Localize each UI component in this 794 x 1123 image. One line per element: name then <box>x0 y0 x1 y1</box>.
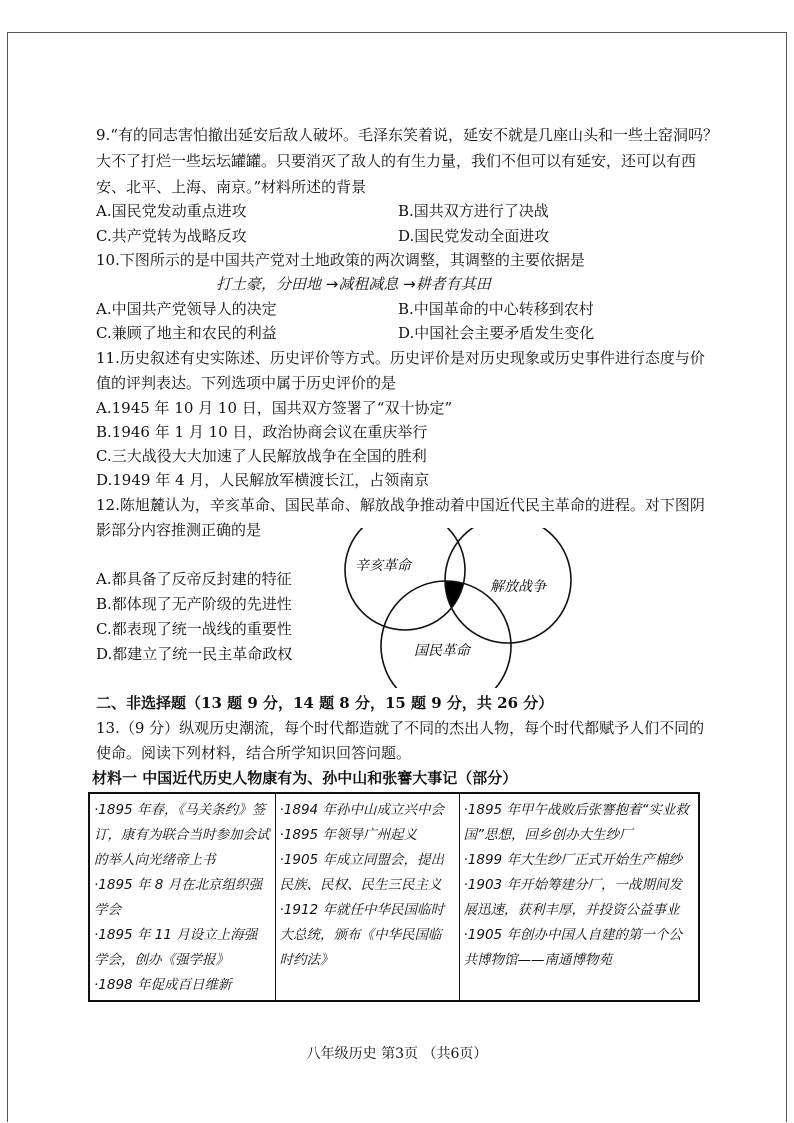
q12-option-c: C.都表现了统一战线的重要性 <box>96 620 292 638</box>
q10-option-a: A.中国共产党领导人的决定 <box>96 300 277 318</box>
q10-option-c: C.兼顾了地主和农民的利益 <box>96 324 277 342</box>
q12-stem-line1: 12.陈旭麓认为，辛亥革命、国民革命、解放战争推动着中国近代民主革命的进程。对下图阴 <box>96 496 705 514</box>
section2-heading: 二、非选择题（13 题 9 分，14 题 8 分，15 题 9 分，共 26 分） <box>96 694 554 712</box>
venn-label-guomin: 国民革命 <box>414 643 470 659</box>
q9-stem-line1: 9.“有的同志害怕撤出延安后敌人破坏。毛泽东笑着说，延安不就是几座山头和一些土窑洞吗？ <box>96 126 718 144</box>
list-item: ·1894 年孙中山成立兴中会 <box>279 802 444 818</box>
list-item: ·1895 年甲午战败后张謇抱着“实业救国”思想，回乡创办大生纱厂 <box>463 802 689 843</box>
events-table <box>88 792 700 1002</box>
q13-stem-line2: 使命。阅读下列材料，结合所学知识回答问题。 <box>96 744 412 762</box>
venn-label-xinhai: 辛亥革命 <box>355 558 411 574</box>
page-footer: 八年级历史 第3页 （共6页） <box>306 1046 488 1062</box>
list-item: ·1895 年 8 月在北京组织强学会 <box>94 877 263 918</box>
list-item: ·1905 年创办中国人自建的第一个公共博物馆——南通博物苑 <box>463 927 682 968</box>
q9-stem-line3: 安、北平、上海、南京。”材料所述的背景 <box>96 178 367 196</box>
q13-material-title: 材料一 中国近代历史人物康有为、孙中山和张謇大事记（部分） <box>92 769 518 787</box>
venn-label-jiefang: 解放战争 <box>490 579 546 595</box>
venn-circle-guomin <box>381 581 511 688</box>
list-item: ·1899 年大生纱厂正式开始生产棉纱 <box>463 852 682 868</box>
list-item: ·1905 年成立同盟会，提出民族、民权、民生三民主义 <box>279 852 444 893</box>
q10-option-b: B.中国革命的中心转移到农村 <box>398 300 594 318</box>
q11-option-c: C.三大战役大大加速了人民解放战争在全国的胜利 <box>96 447 427 465</box>
q11-option-b: B.1946 年 1 月 10 日，政治协商会议在重庆举行 <box>96 423 428 441</box>
list-item: ·1895 年 11 月设立上海强学会，创办《强学报》 <box>94 927 258 968</box>
q10-policy-flow: 打土豪，分田地 →减租减息 →耕者有其田 <box>216 275 491 293</box>
q9-option-c: C.共产党转为战略反攻 <box>96 227 247 245</box>
list-item: ·1898 年促成百日维新 <box>94 977 232 993</box>
q9-option-b: B.国共双方进行了决战 <box>398 202 549 220</box>
sun-yatsen-column <box>275 793 459 1001</box>
venn-diagram <box>340 528 590 688</box>
q12-option-a: A.都具备了反帝反封建的特征 <box>96 570 292 588</box>
q11-option-d: D.1949 年 4 月，人民解放军横渡长江，占领南京 <box>96 471 430 489</box>
q12-option-d: D.都建立了统一民主革命政权 <box>96 645 293 663</box>
q11-stem-line1: 11.历史叙述有史实陈述、历史评价等方式。历史评价是对历史现象或历史事件进行态度与价 <box>96 349 705 367</box>
q12-option-b: B.都体现了无产阶级的先进性 <box>96 595 292 613</box>
venn-shaded-intersection <box>381 581 511 688</box>
venn-circle-xinhai <box>345 528 465 630</box>
q12-stem-line2: 影部分内容推测正确的是 <box>96 521 262 539</box>
zhang-jian-column <box>459 793 699 1001</box>
q9-option-a: A.国民党发动重点进攻 <box>96 202 247 220</box>
list-item: ·1903 年开始筹建分厂，一战期间发展迅速，获利丰厚，并投资公益事业 <box>463 877 682 918</box>
q10-option-d: D.中国社会主要矛盾发生变化 <box>398 324 595 342</box>
q10-stem: 10.下图所示的是中国共产党对土地政策的两次调整，其调整的主要依据是 <box>96 251 585 269</box>
table-row <box>89 793 699 1001</box>
q11-stem-line2: 值的评判表达。下列选项中属于历史评价的是 <box>96 374 397 392</box>
q9-option-d: D.国民党发动全面进攻 <box>398 227 550 245</box>
list-item: ·1912 年就任中华民国临时大总统，颁布《中华民国临时约法》 <box>279 902 444 968</box>
kang-youwei-column <box>89 793 275 1001</box>
list-item: ·1895 年春，《马关条约》签订，康有为联合当时参加会试的举人向光绪帝上书 <box>94 802 270 868</box>
q9-stem-line2: 大不了打烂一些坛坛罐罐。只要消灭了敌人的有生力量，我们不但可以有延安，还可以有西 <box>96 152 697 170</box>
q13-stem-line1: 13.（9 分）纵观历史潮流，每个时代都造就了不同的杰出人物，每个时代都赋予人们不同的 <box>96 719 705 737</box>
list-item: ·1895 年领导广州起义 <box>279 827 417 843</box>
q11-option-a: A.1945 年 10 月 10 日，国共双方签署了“双十协定” <box>96 399 453 417</box>
